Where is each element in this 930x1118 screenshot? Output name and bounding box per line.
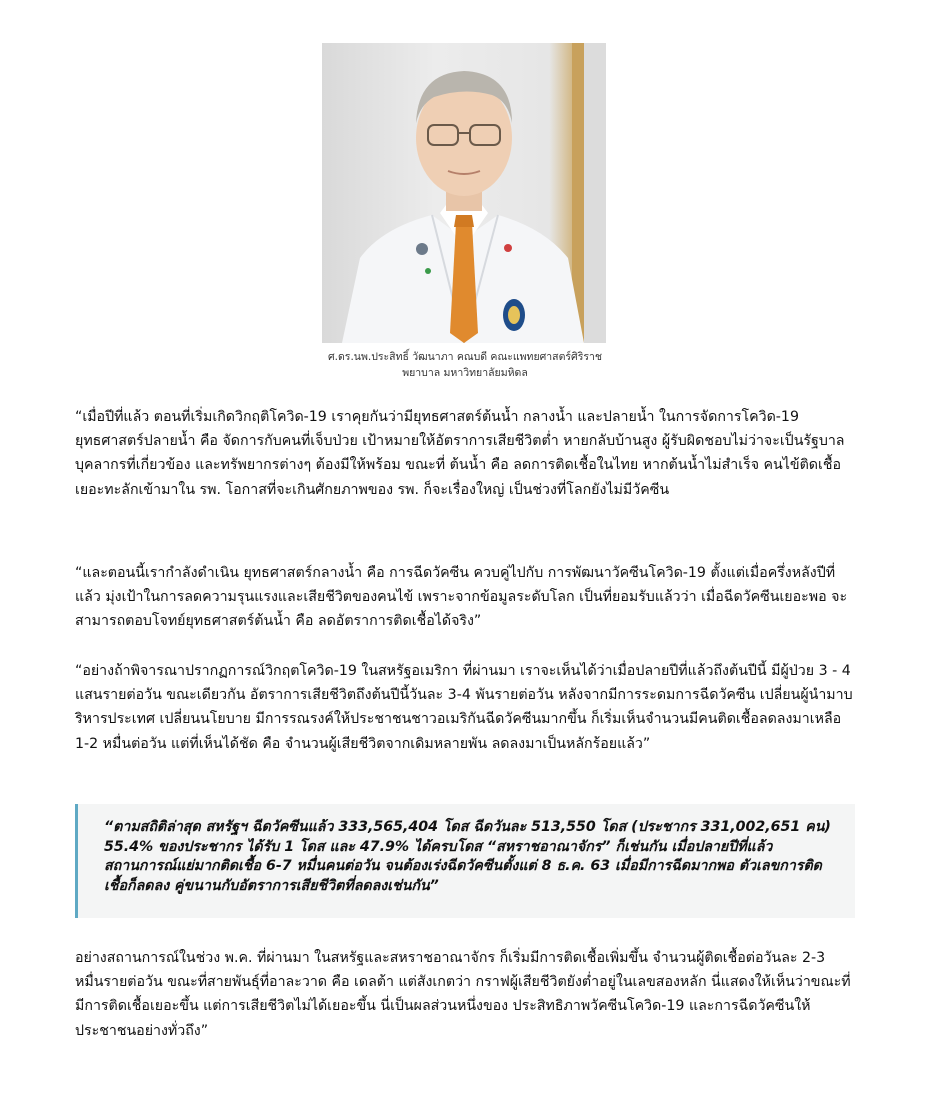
photo-caption bbox=[250, 349, 680, 381]
paragraph-1: “เมื่อปีที่แล้ว ตอนที่เริ่มเกิดวิกฤติโควิด-19 เราคุยกันว่ามียุทธศาสตร์ต้นน้ำ กลางน้ำ และปลายน้ำ ในการจัดการโควิด-19 ยุทธศาสตร์ปลายน้ำ คือ จัดการกับคนที่เจ็บป่วย เป้าหมายให้อัตราการเสียชีวิตต่ำ หายกลับบ้านสูง ผู้รับผิดชอบไม่ว่าจะเป็นรัฐบาล บุคลากรที่เกี่ยวข้อง และทรัพยากรต่างๆ ต้องมีให้พร้อม ขณะที่ ต้นน้ำ คือ ลดการติดเชื้อในไทย หากต้นน้ำไม่สำเร็จ คนไข้ติดเชื้อเยอะทะลักเข้ามาใน รพ. โอกาสที่จะเกินศักยภาพของ รพ. ก็จะเรื่องใหญ่ เป็นช่วงที่โลกยังไม่มีวัคซีน bbox=[75, 409, 845, 498]
caption-line-1: ศ.ดร.นพ.ประสิทธิ์ วัฒนาภา คณบดี คณะแพทยศาสตร์ศิริราช bbox=[327, 351, 602, 363]
highlight-quote-box bbox=[75, 804, 855, 918]
paragraph-2: “และตอนนี้เรากำลังดำเนิน ยุทธศาสตร์กลางน้ำ คือ การฉีดวัคซีน ควบคู่ไปกับ การพัฒนาวัคซีนโควิด-19 ตั้งแต่เมื่อครึ่งหลังปีที่แล้ว มุ่งเป้าในการลดความรุนแรงและเสียชีวิตของคนไข้ เพราะจากข้อมูลระดับโลก เป็นที่ยอมรับแล้วว่า เมื่อฉีดวัคซีนเยอะพอ จะสามารถตอบโจทย์ยุทธศาสตร์ต้นน้ำ คือ ลดอัตราการติดเชื้อได้จริง” bbox=[75, 565, 848, 630]
paragraph-4: อย่างสถานการณ์ในช่วง พ.ค. ที่ผ่านมา ในสหรัฐและสหราชอาณาจักร ก็เริ่มมีการติดเชื้อเพิ่มขึ้น จำนวนผู้ติดเชื้อต่อวันละ 2-3 หมื่นรายต่อวัน ขณะที่สายพันธุ์ที่อาละวาด คือ เดลต้า แต่สังเกตว่า กราฟผู้เสียชีวิตยังต่ำอยู่ในเลขสองหลัก นี่แสดงให้เห็นว่าขณะที่มีการติดเชื้อเยอะขึ้น แต่การเสียชีวิตไม่ได้เยอะขึ้น นี่เป็นผลส่วนหนึ่งของ ประสิทธิภาพวัคซีนโควิด-19 และการฉีดวัคซีนให้ประชาชนอย่างทั่วถึง” bbox=[75, 950, 851, 1039]
doctor-portrait-image bbox=[322, 43, 606, 343]
paragraph-3: “อย่างถ้าพิจารณาปรากฏการณ์วิกฤตโควิด-19 ในสหรัฐอเมริกา ที่ผ่านมา เราจะเห็นได้ว่าเมื่อปลายปีที่แล้วถึงต้นปีนี้ มีผู้ป่วย 3 - 4 แสนรายต่อวัน ขณะเดียวกัน อัตราการเสียชีวิตถึงต้นปีนี้วันละ 3-4 พันรายต่อวัน หลังจากมีการระดมการฉีดวัคซีน เปลี่ยนผู้นำมาบริหารประเทศ เปลี่ยนนโยบาย มีการรณรงค์ให้ประชาชนชาวอเมริกันฉีดวัคซีนมากขึ้น ก็เริ่มเห็นจำนวนมีคนติดเชื้อลดลงมาเหลือ 1-2 หมื่นต่อวัน แต่ที่เห็นได้ชัด คือ จำนวนผู้เสียชีวิตจากเดิมหลายพัน ลดลงมาเป็นหลักร้อยแล้ว” bbox=[75, 663, 853, 752]
quote-text: “ตามสถิติล่าสุด สหรัฐฯ ฉีดวัคซีนแล้ว 333,565,404 โดส ฉีดวันละ 513,550 โดส (ประชากร 331,002,651 คน) 55.4% ของประชากร ได้รับ 1 โดส และ 47.9% ได้ครบโดส “สหราชอาณาจักร” ก็เช่นกัน เมื่อปลายปีที่แล้วสถานการณ์แย่มากติดเชื้อ 6-7 หมื่นคนต่อวัน จนต้องเร่งฉีดวัคซีนตั้งแต่ 8 ธ.ค. 63 เมื่อมีการฉีดมากพอ ตัวเลขการติดเชื้อก็ลดลง คู่ขนานกับอัตราการเสียชีวิตที่ลดลงเช่นกัน” bbox=[104, 819, 831, 894]
caption-line-2: พยาบาล มหาวิทยาลัยมหิดล bbox=[402, 367, 528, 379]
portrait-photo bbox=[322, 43, 606, 343]
